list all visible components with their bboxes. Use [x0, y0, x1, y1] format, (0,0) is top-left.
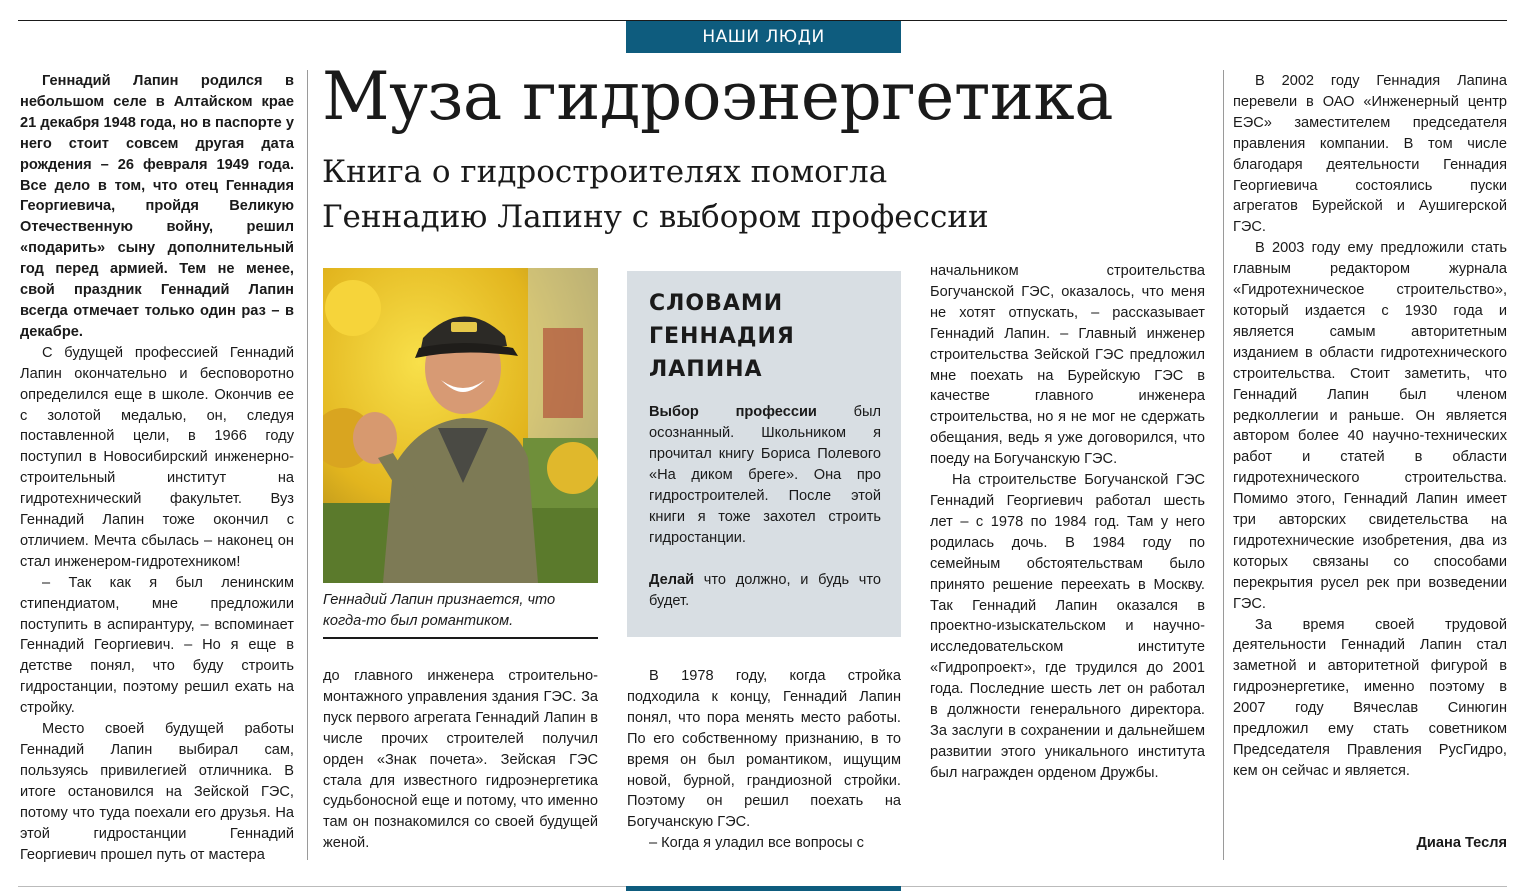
sidebar-title: СЛОВАМИ ГЕННАДИЯ ЛАПИНА — [649, 291, 795, 382]
sidebar-paragraph — [649, 570, 881, 612]
quote-sidebar — [627, 271, 901, 637]
photo-caption: Геннадий Лапин признается, что когда-то был романтиком. — [323, 592, 556, 629]
paragraph: начальником строительства Богучанской ГЭС, оказалось, что меня не хотят отпускать, – рассказывает Геннадий Лапин. – Главный инженер строительства Зейской ГЭС предложил мне поехать на Бурейскую ГЭС в качестве главного инженера строительства, но я не мог не сдержать обещания, ведь я уже договорился, что поеду на Богучанскую ГЭС. — [930, 263, 1205, 468]
sidebar-paragraph — [649, 402, 881, 549]
paragraph: За время своей трудовой деятельности Геннадий Лапин стал заметной и авторитетной фигурой в гидроэнергетике, именно поэтому в 2007 году Вячеслав Синюгин предложил ему стать советником Председателя Правления РусГидро, кем он сейчас и является. — [1233, 616, 1507, 779]
paragraph: Место своей будущей работы Геннадий Лапин выбирал сам, пользуясь привилегией отличника. В итоге остановился на Зейской ГЭС, потому что туда поехали его друзья. На этой гидростанции Геннадий Георгиевич прошел путь от мастера — [20, 721, 294, 863]
paragraph: В 1978 году, когда стройка подходила к концу, Геннадий Лапин понял, что пора менять место работы. По его собственному признанию, в то время он был романтиком, ищущим новой, бурной, грандиозной стройки. Поэтому он решил поехать на Богучанскую ГЭС. — [627, 668, 901, 831]
column-divider — [307, 70, 308, 860]
section-tag: НАШИ ЛЮДИ — [626, 21, 901, 53]
paragraph: С будущей профессией Геннадий Лапин окончательно и бесповоротно определился еще в школе. Окончив ее с золотой медалью, он, следуя поставленной цели, в 1966 году поступил в Новосибирский инженерно-строительный институт на гидротехнический факультет. Вуз Геннадий Лапин тоже окончил с отличием. Мечта сбылась – наконец он стал инженером-гидротехником! — [20, 344, 294, 570]
bottom-tag-bar — [626, 886, 901, 891]
article-column-1 — [20, 71, 294, 865]
portrait-photo — [323, 268, 598, 583]
subheadline-line: Книга о гидростроителях помогла — [322, 154, 888, 190]
article-column-5 — [1233, 71, 1507, 782]
author-byline: Диана Тесля — [1416, 835, 1507, 851]
subheadline — [322, 150, 1042, 240]
caption-rule — [323, 637, 598, 639]
paragraph: На строительстве Богучанской ГЭС Геннадий Георгиевич работал шесть лет – с 1978 по 1984 год. Там у него родилась дочь. В 1984 году по семейным обстоятельствам было принято решение переехать в Москву. Так Геннадий Лапин оказался в проектно-изыскательском и научно-исследовательском институте «Гидропроект», где трудился до 2001 года. Последние шесть лет он работал в должности генерального директора. За заслуги в сохранении и дальнейшем развитии этого уникального института был награжден орденом Дружбы. — [930, 472, 1205, 781]
paragraph: до главного инженера строительно-монтажного управления здания ГЭС. За пуск первого агрегата Геннадий Лапин в числе прочих строителей получил орден «Знак почета». Зейская ГЭС стала для известного гидроэнергетика судьбоносной еще и потому, что именно там он познакомился со своей будущей женой. — [323, 668, 598, 852]
sidebar-span: что должно, и будь что будет. — [649, 572, 881, 609]
lead-paragraph: Геннадий Лапин родился в небольшом селе в Алтайском крае 21 декабря 1948 года, но в паспорте у него стоит совсем другая дата рождения – 26 февраля 1949 года. Все дело в том, что отец Геннадия Георгиевича, пройдя Великую Отечественную войну, решил «подарить» сыну дополнительный год перед армией. Тем не менее, свой праздник Геннадий Лапин всегда отмечает только один раз – в декабре. — [20, 73, 294, 340]
paragraph: В 2002 году Геннадия Лапина перевели в ОАО «Инженерный центр ЕЭС» заместителем председателя правления компании. В том числе благодаря деятельности Геннадия Георгиевича состоялись пуски агрегатов Бурейской и Аушигерской ГЭС. — [1233, 73, 1507, 236]
headline: Муза гидроэнергетика — [322, 58, 1113, 135]
subheadline-line: Геннадию Лапину с выбором профессии — [322, 199, 989, 235]
paragraph: – Когда я уладил все вопросы с — [649, 835, 864, 852]
paragraph: – Так как я был ленинским стипендиатом, мне предложили поступить в аспирантуру, – вспоминает Геннадий Георгиевич. – Но я еще в детстве понял, что буду строить гидростанции, поэтому решил ехать на стройку. — [20, 574, 294, 717]
sidebar-text — [649, 402, 881, 633]
article-column-2 — [323, 666, 598, 854]
sidebar-bold: Выбор профессии — [649, 404, 817, 420]
sidebar-span: был осознанный. Школьником я прочитал книгу Бориса Полевого «На диком бреге». Она про гидростроителей. После этой книги я тоже захотел строить гидростанции. — [649, 404, 881, 546]
article-column-3 — [627, 666, 901, 854]
article-column-4 — [930, 261, 1205, 784]
sidebar-bold: Делай — [649, 572, 695, 588]
column-divider — [1223, 70, 1224, 860]
paragraph: В 2003 году ему предложили стать главным редактором журнала «Гидротехническое строительство», который издается с 1930 года и является самым авторитетным изданием в области гидротехнического строительства. Стоит заметить, что Геннадий Лапин был членом редколлегии и раньше. Он является автором более 40 научно-технических работ и статей в области гидротехнического строительства. Помимо этого, Геннадий Лапин имеет три авторских свидетельства на гидротехнические изобретения, два из которых связаны со способами перекрытия русел рек при возведении ГЭС. — [1233, 240, 1507, 612]
